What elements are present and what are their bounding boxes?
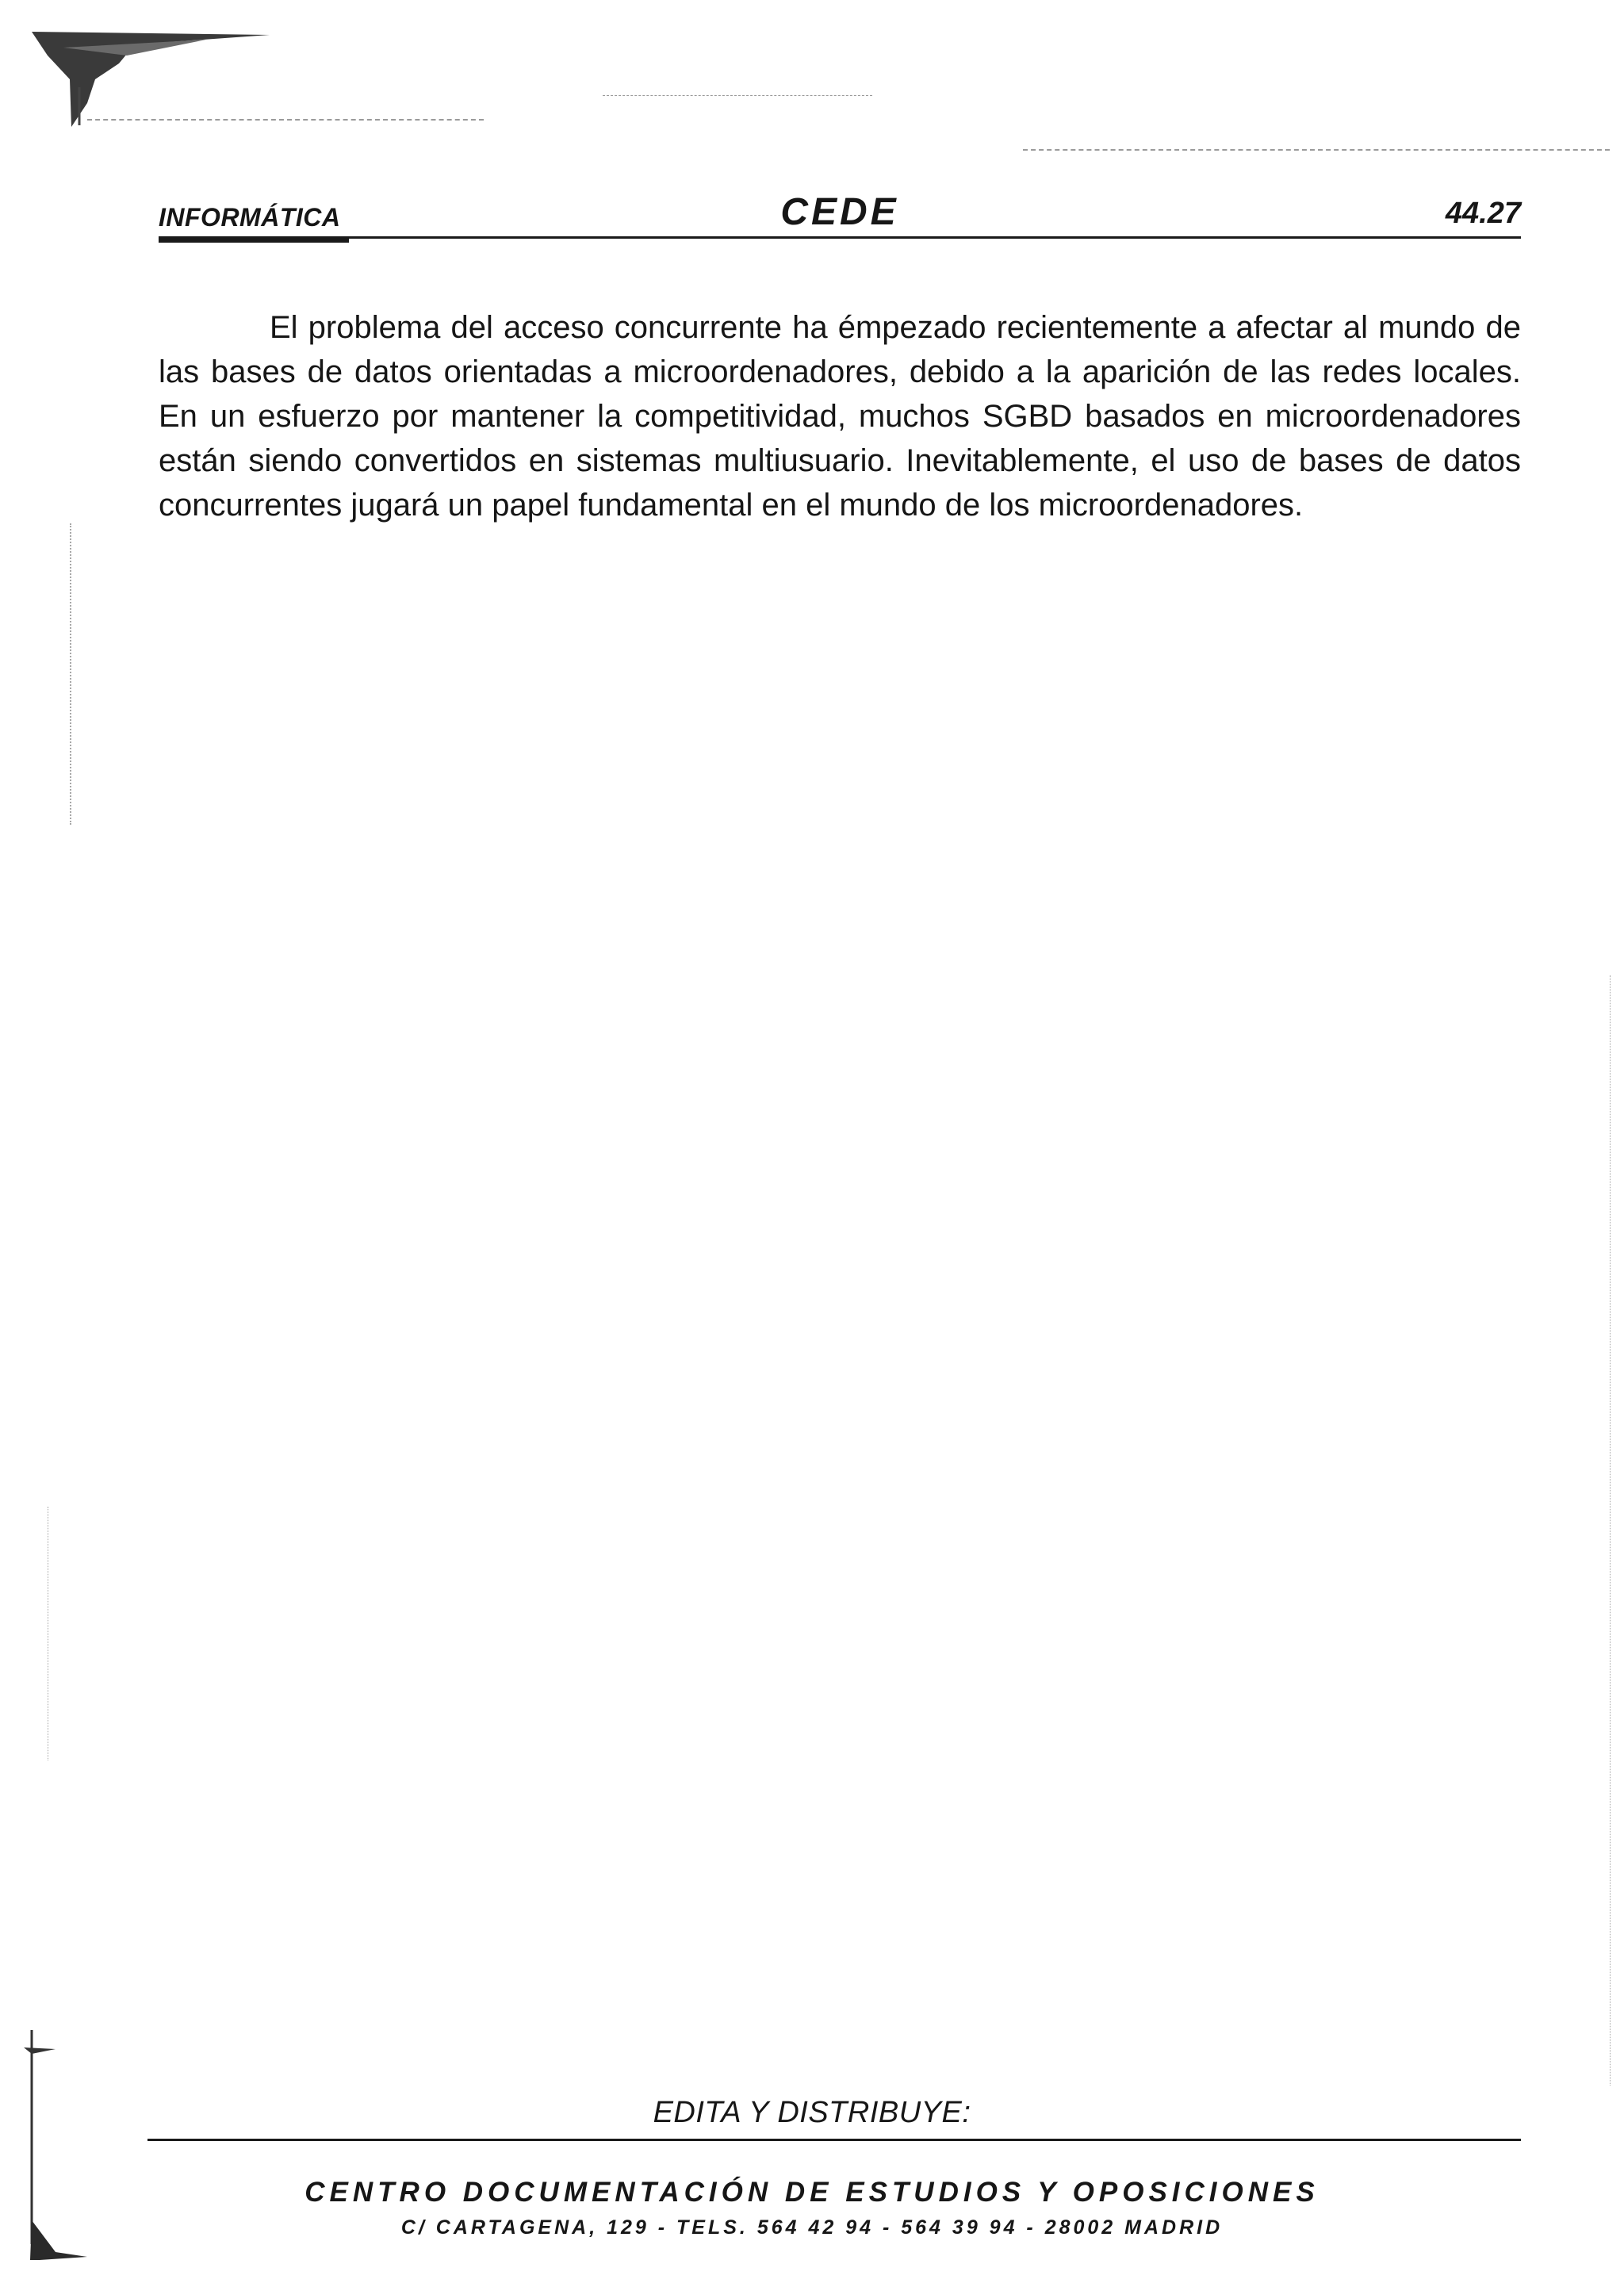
page-number: 44.27 bbox=[1445, 197, 1521, 230]
footer-edit-label: EDITA Y DISTRIBUYE: bbox=[653, 2096, 971, 2129]
brand-logo: CEDE bbox=[780, 191, 899, 233]
scan-artifact-line bbox=[603, 95, 872, 96]
scan-artifact-line bbox=[70, 523, 71, 825]
section-title: INFORMÁTICA bbox=[159, 203, 341, 232]
scan-artifact-line bbox=[1610, 975, 1611, 2086]
scan-artifact-line bbox=[1023, 149, 1610, 151]
header-rule-accent bbox=[159, 238, 349, 243]
page-header bbox=[159, 184, 1521, 239]
header-rule bbox=[159, 236, 1521, 239]
scan-artifact-corner bbox=[32, 32, 285, 127]
footer-address: C/ CARTAGENA, 129 - TELS. 564 42 94 - 564 39 94 - 28002 MADRID bbox=[400, 2216, 1224, 2239]
footer-organization: CENTRO DOCUMENTACIÓN DE ESTUDIOS Y OPOSICIONES bbox=[304, 2177, 1320, 2208]
body-paragraph: El problema del acceso concurrente ha émpezado recientemente a afectar al mundo de las bases de datos orientadas a microordenadores, debido a la aparición de las redes locales. En un esfuerzo por mantener la competitividad, muchos SGBD basados en microordenadores están siendo convertidos en sistemas multiusuario. Inevitablemente, el uso de bases de datos concurrentes jugará un papel fundamental en el mundo de los microordenadores. bbox=[159, 310, 1521, 523]
scan-artifact-line bbox=[87, 119, 484, 121]
footer-rule bbox=[147, 2139, 1521, 2141]
